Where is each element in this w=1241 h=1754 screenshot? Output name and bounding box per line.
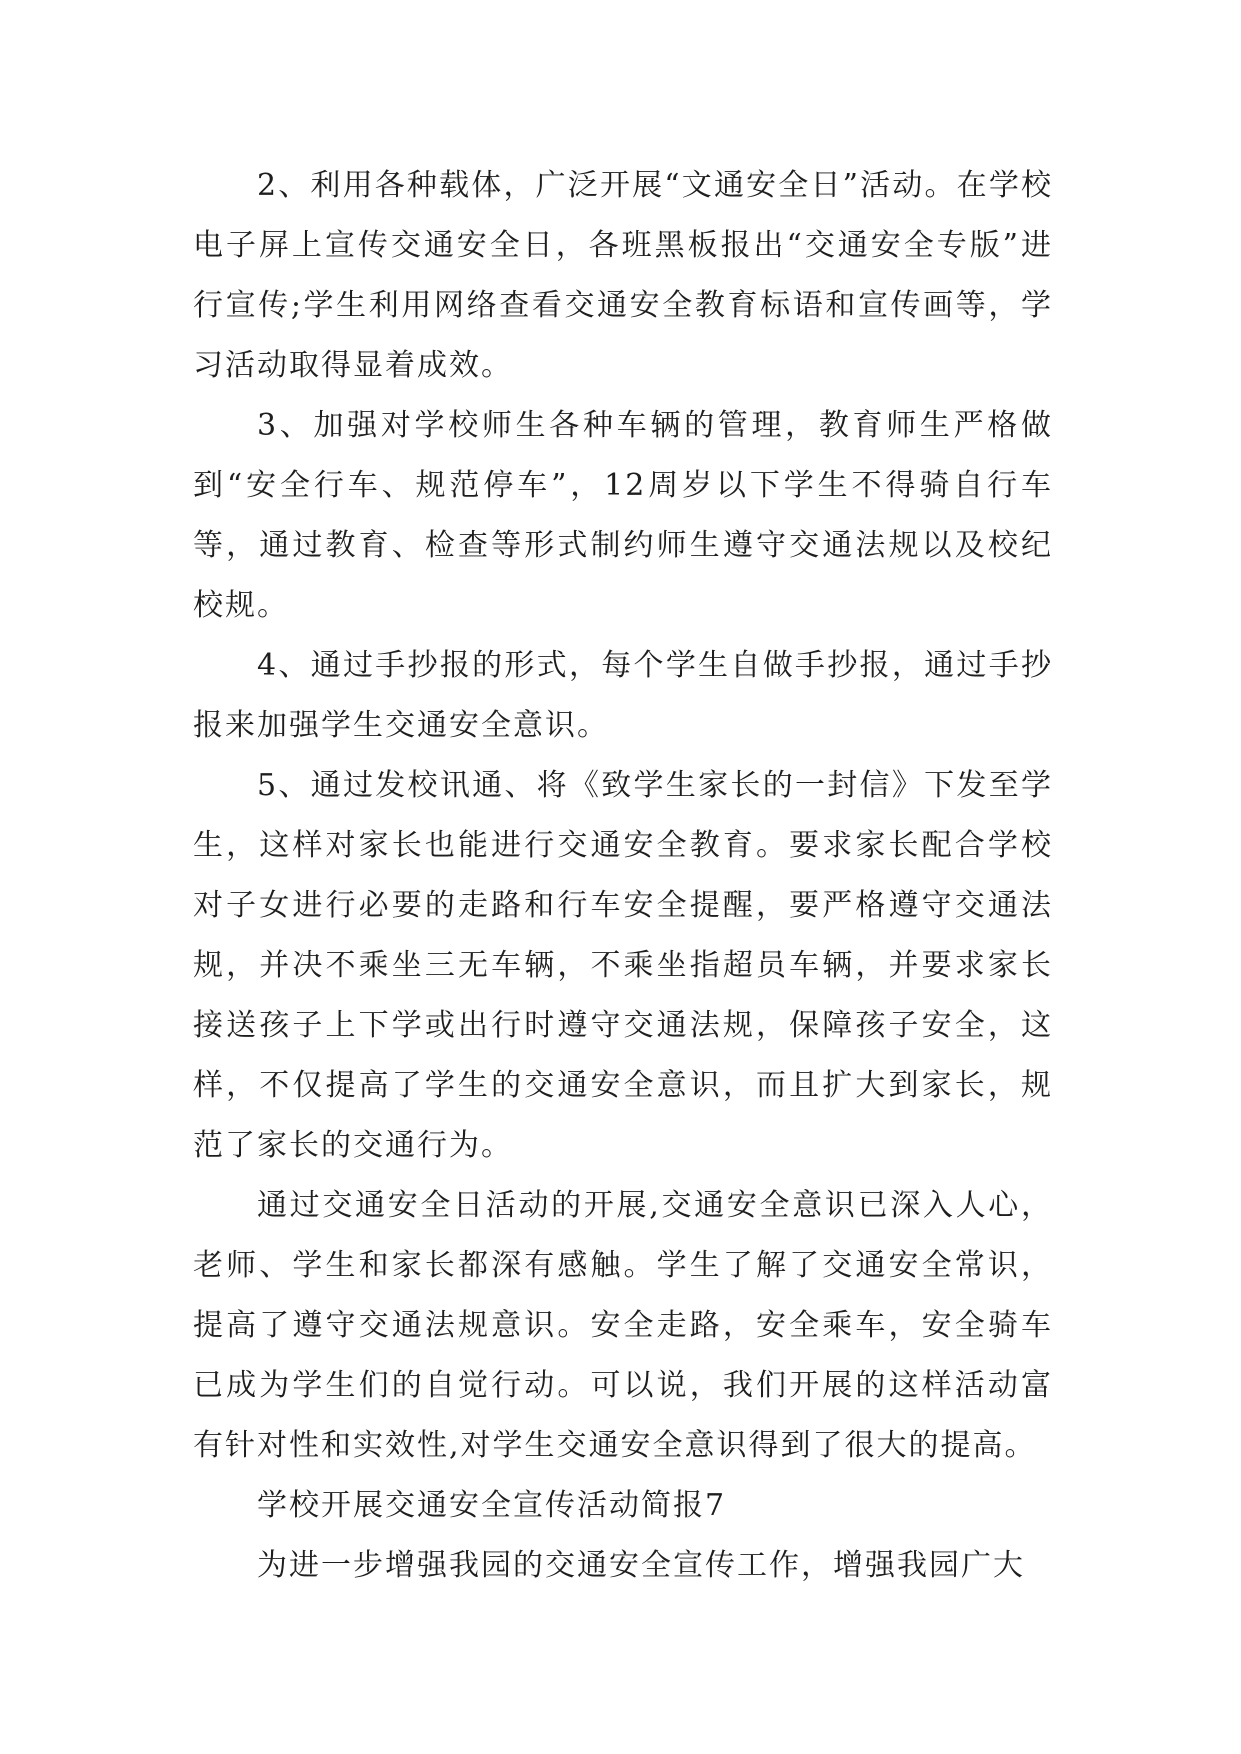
section-heading: 学校开展交通安全宣传活动简报7 [257, 1488, 727, 1523]
paragraph-item-5: 5、通过发校讯通、将《致学生家长的一封信》下发至学生，这样对家长也能进行交通安全教育。要求家长配合学校对子女进行必要的走路和行车安全提醒，要严格遵守交通法规，并决不乘坐三无车辆，不乘坐指超员车辆，并要求家长接送孩子上下学或出行时遵守交通法规，保障孩子安全，这样，不仅提高了学生的交通安全意识，而且扩大到家长，规范了家长的交通行为。 [193, 768, 1053, 1163]
document-body [193, 156, 1053, 1596]
paragraph-summary: 通过交通安全日活动的开展,交通安全意识已深入人心，老师、学生和家长都深有感触。学生了解了交通安全常识，提高了遵守交通法规意识。安全走路，安全乘车，安全骑车已成为学生们的自觉行动。可以说，我们开展的这样活动富有针对性和实效性,对学生交通安全意识得到了很大的提高。 [193, 1188, 1053, 1463]
paragraph-item-4: 4、通过手抄报的形式，每个学生自做手抄报，通过手抄报来加强学生交通安全意识。 [193, 648, 1053, 743]
paragraph-item-3: 3、加强对学校师生各种车辆的管理，教育师生严格做到“安全行车、规范停车”，12周岁以下学生不得骑自行车等，通过教育、检查等形式制约师生遵守交通法规以及校纪校规。 [193, 408, 1053, 623]
paragraph-item-2: 2、利用各种载体，广泛开展“文通安全日”活动。在学校电子屏上宣传交通安全日，各班黑板报出“交通安全专版”进行宣传;学生利用网络查看交通安全教育标语和宣传画等，学习活动取得显着成效。 [193, 168, 1053, 383]
paragraph-intro: 为进一步增强我园的交通安全宣传工作，增强我园广大 [257, 1548, 1025, 1583]
